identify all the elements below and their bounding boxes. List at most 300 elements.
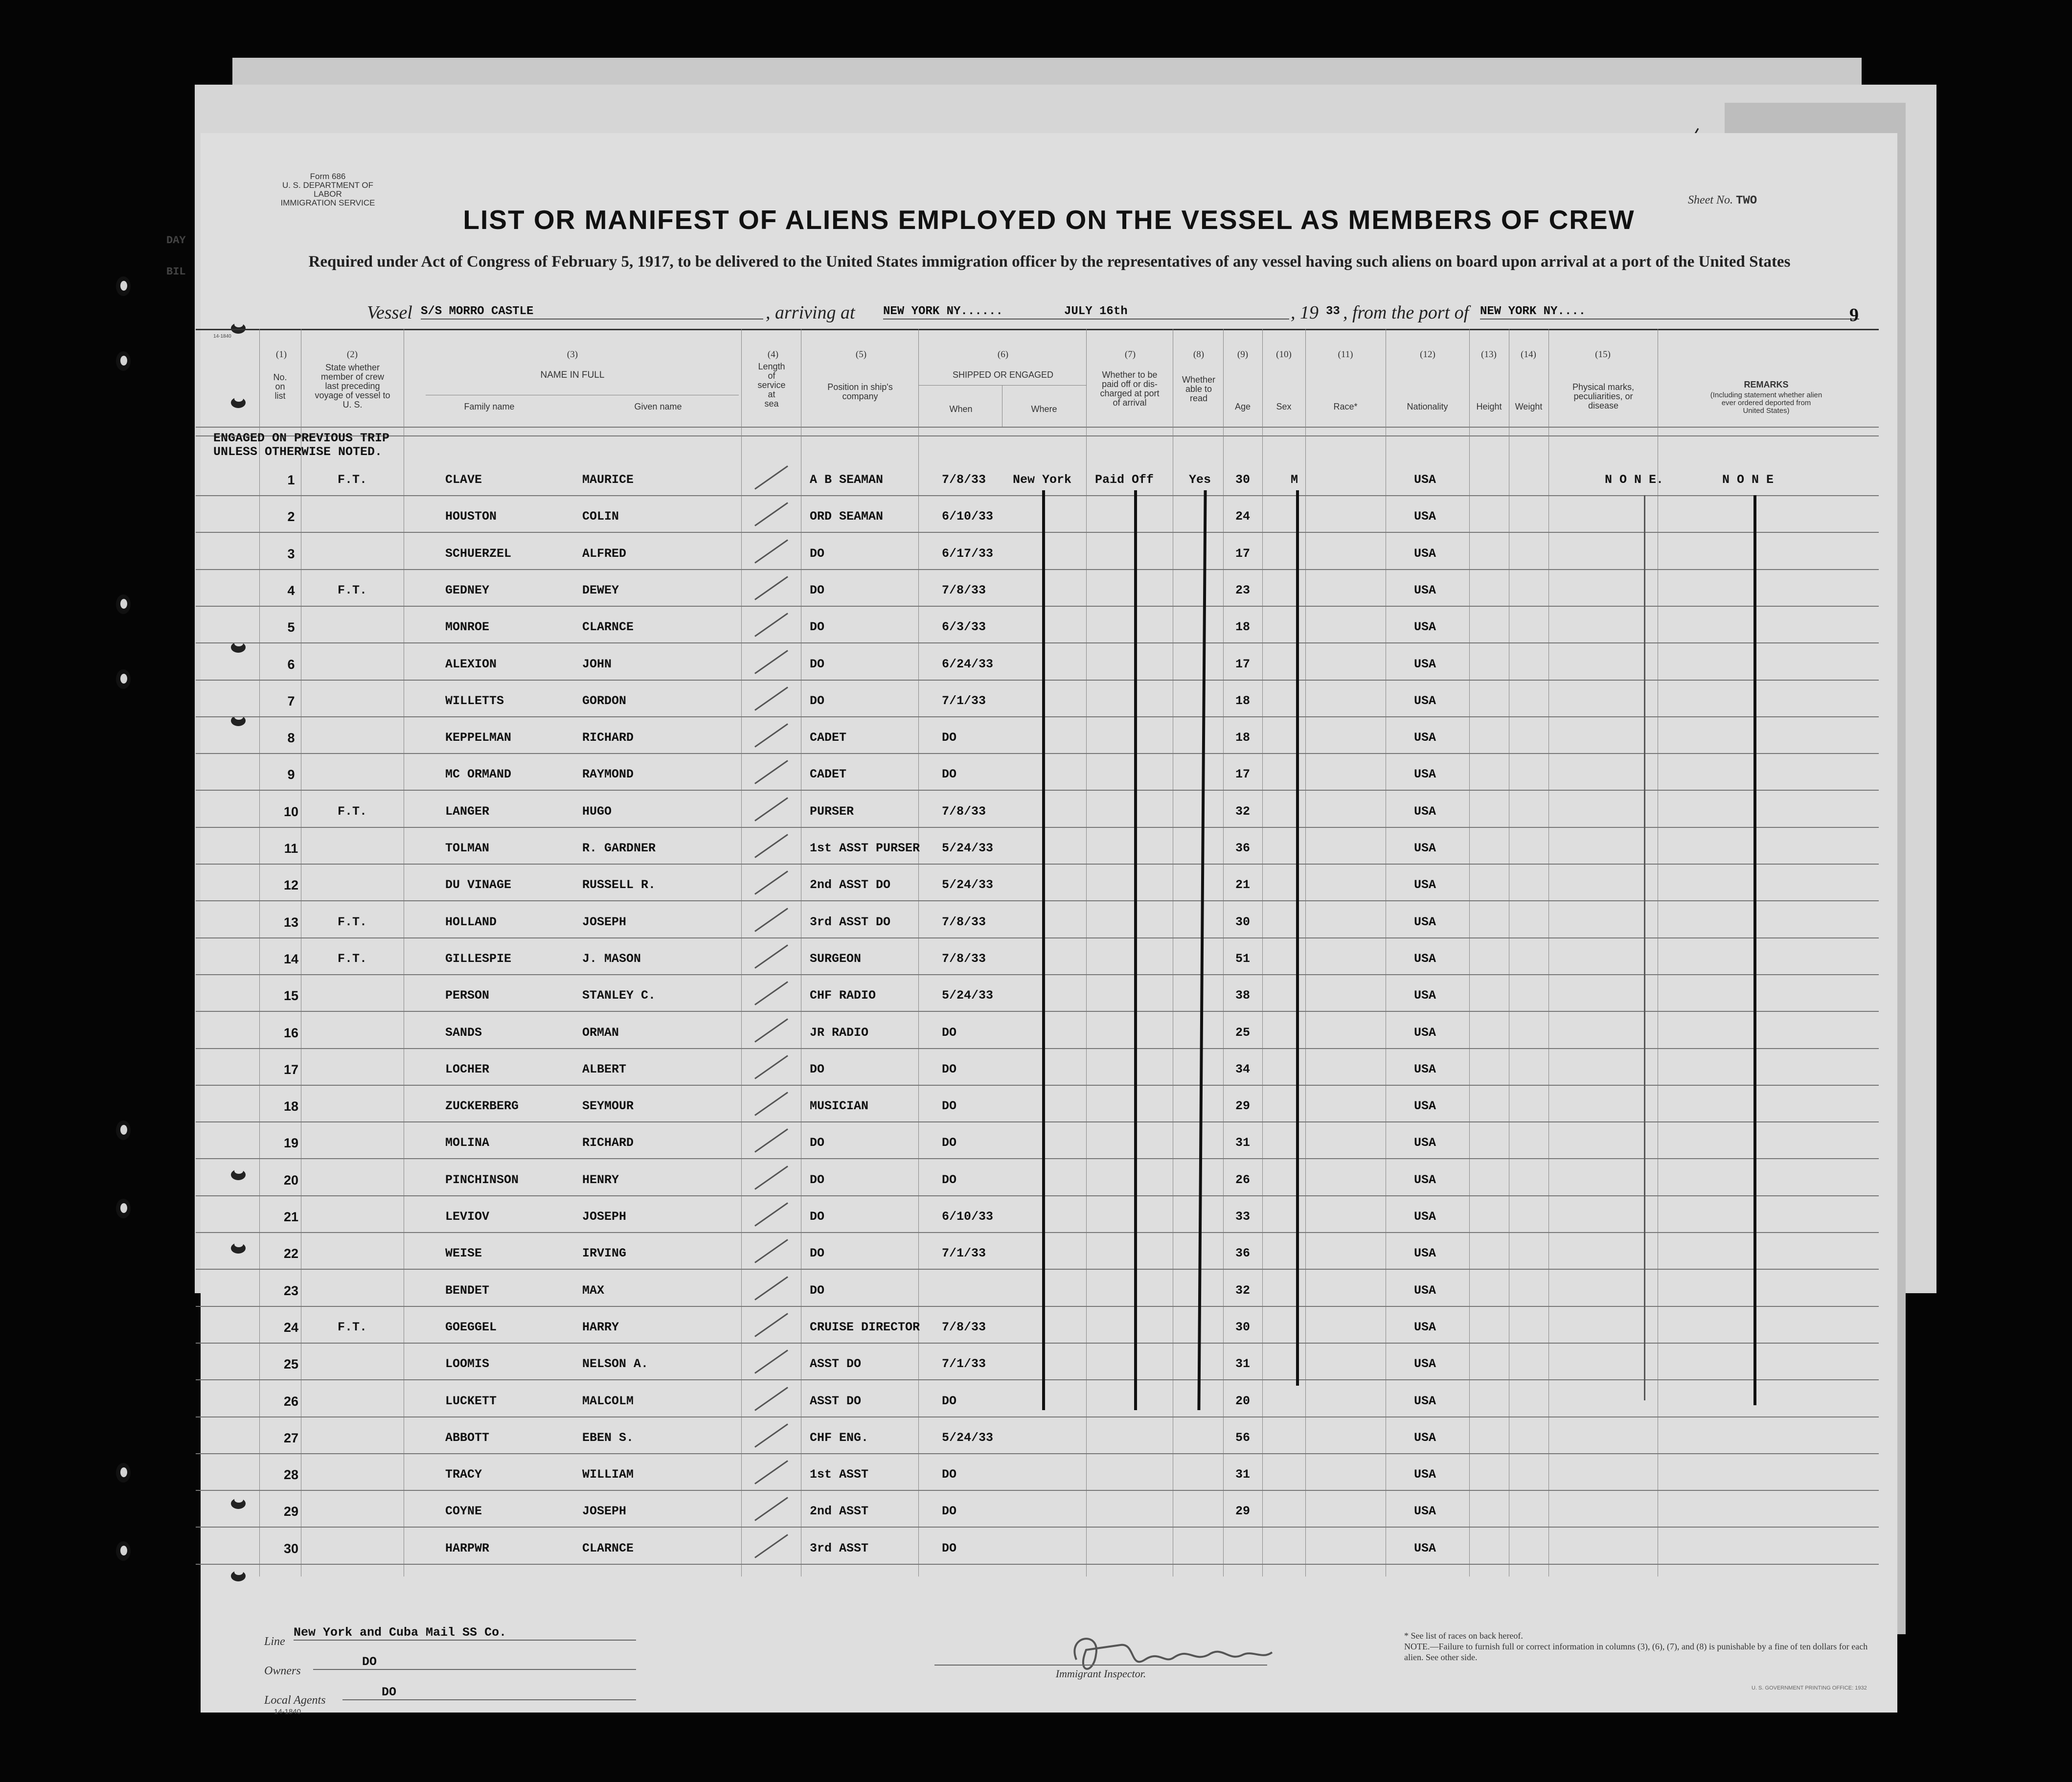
position: JR RADIO bbox=[810, 1025, 869, 1040]
length-of-service-mark bbox=[754, 1349, 788, 1373]
age: 18 bbox=[1235, 620, 1251, 635]
row-number: 9 bbox=[287, 767, 295, 782]
col-num-3: (3) bbox=[567, 349, 578, 360]
paid-off: Paid Off bbox=[1095, 473, 1154, 487]
family-name: MC ORMAND bbox=[445, 767, 512, 782]
age: 17 bbox=[1235, 767, 1251, 782]
length-of-service-mark bbox=[754, 1018, 788, 1042]
nationality: USA bbox=[1414, 951, 1436, 966]
engaged-when: DO bbox=[942, 1541, 957, 1555]
given-name: HENRY bbox=[582, 1172, 619, 1187]
age: 29 bbox=[1235, 1504, 1251, 1519]
given-name: WILLIAM bbox=[582, 1467, 634, 1482]
row-number: 30 bbox=[283, 1541, 299, 1556]
row-rule bbox=[196, 974, 1879, 975]
position: CADET bbox=[810, 731, 847, 745]
age: 17 bbox=[1235, 546, 1251, 561]
row-rule bbox=[196, 753, 1879, 754]
col-num-7: (7) bbox=[1124, 349, 1136, 360]
table-row bbox=[196, 1271, 1879, 1307]
length-of-service-mark bbox=[754, 1129, 788, 1153]
line-label: Line bbox=[264, 1635, 285, 1648]
position: DO bbox=[810, 1210, 825, 1224]
row-number: 10 bbox=[283, 804, 299, 819]
sheet-number-value: TWO bbox=[1735, 194, 1757, 207]
col-num-11: (11) bbox=[1338, 349, 1353, 360]
side-text bbox=[166, 225, 186, 288]
nationality: USA bbox=[1414, 657, 1436, 671]
family-name: LUCKETT bbox=[445, 1394, 497, 1408]
engaged-when: 6/24/33 bbox=[942, 657, 994, 671]
col-num-9: (9) bbox=[1237, 349, 1249, 360]
engaged-when: 5/24/33 bbox=[942, 1430, 994, 1445]
row-rule bbox=[196, 1048, 1879, 1049]
given-name: GORDON bbox=[582, 693, 627, 708]
remarks: N O N E bbox=[1722, 473, 1774, 487]
row-number: 8 bbox=[287, 731, 295, 746]
age: 38 bbox=[1235, 988, 1251, 1003]
family-name: PINCHINSON bbox=[445, 1172, 519, 1187]
age: 31 bbox=[1235, 1136, 1251, 1150]
engaged-when: 7/8/33 bbox=[942, 951, 986, 966]
row-rule bbox=[196, 569, 1879, 570]
row-rule bbox=[196, 1232, 1879, 1233]
row-rule bbox=[196, 1158, 1879, 1159]
binder-hole bbox=[116, 1120, 131, 1140]
age: 32 bbox=[1235, 1283, 1251, 1298]
row-number: 27 bbox=[283, 1430, 299, 1445]
vessel-line bbox=[367, 302, 1859, 322]
engaged-when: 7/1/33 bbox=[942, 693, 986, 708]
engaged-when: 5/24/33 bbox=[942, 988, 994, 1003]
length-of-service-mark bbox=[754, 797, 788, 821]
length-of-service-mark bbox=[754, 981, 788, 1005]
engaged-when: DO bbox=[942, 1099, 957, 1114]
engaged-when: 6/10/33 bbox=[942, 1210, 994, 1224]
engaged-when: 7/8/33 bbox=[942, 473, 986, 487]
family-name: COYNE bbox=[445, 1504, 482, 1519]
row-rule bbox=[196, 1379, 1879, 1380]
length-of-service-mark bbox=[754, 871, 788, 895]
table-row bbox=[196, 1013, 1879, 1050]
table-row bbox=[196, 1491, 1879, 1528]
row-number: 19 bbox=[283, 1136, 299, 1151]
age: 20 bbox=[1235, 1394, 1251, 1408]
length-of-service-mark bbox=[754, 1387, 788, 1411]
row-number: 22 bbox=[283, 1246, 299, 1261]
family-name: SCHUERZEL bbox=[445, 546, 512, 561]
row-number: 4 bbox=[287, 583, 295, 598]
given-name: JOSEPH bbox=[582, 1504, 627, 1519]
nationality: USA bbox=[1414, 693, 1436, 708]
family-name: TOLMAN bbox=[445, 841, 490, 855]
inspector-signature bbox=[1047, 1616, 1350, 1694]
position: ASST DO bbox=[810, 1394, 862, 1408]
col-head-sex: Sex bbox=[1276, 402, 1292, 411]
side-text-1: DAY bbox=[166, 234, 186, 247]
agents-value: DO bbox=[342, 1685, 636, 1700]
engaged-when: DO bbox=[942, 1467, 957, 1482]
length-of-service-mark bbox=[754, 1423, 788, 1447]
previous-voyage: F.T. bbox=[338, 914, 367, 929]
family-name: WEISE bbox=[445, 1246, 482, 1261]
family-name: GILLESPIE bbox=[445, 951, 512, 966]
given-name: JOSEPH bbox=[582, 1210, 627, 1224]
binder-hole bbox=[116, 669, 131, 689]
position: DO bbox=[810, 546, 825, 561]
row-rule bbox=[196, 1527, 1879, 1528]
given-name: R. GARDNER bbox=[582, 841, 656, 855]
row-rule bbox=[196, 1564, 1879, 1565]
binder-hole bbox=[116, 1199, 131, 1218]
engaged-when: 7/8/33 bbox=[942, 583, 986, 597]
row-rule bbox=[196, 1453, 1879, 1454]
row-number: 11 bbox=[284, 841, 298, 856]
col-num-10: (10) bbox=[1276, 349, 1292, 360]
age: 31 bbox=[1235, 1467, 1251, 1482]
length-of-service-mark bbox=[754, 613, 788, 637]
sheet-number-label: Sheet No. bbox=[1688, 194, 1733, 206]
row-rule bbox=[196, 1085, 1879, 1086]
family-name: HOUSTON bbox=[445, 509, 497, 524]
physical-marks: N O N E. bbox=[1605, 473, 1664, 487]
row-rule bbox=[196, 827, 1879, 828]
inspector-label: Immigrant Inspector. bbox=[934, 1665, 1267, 1680]
row-number: 7 bbox=[287, 693, 295, 708]
row-rule bbox=[196, 532, 1879, 533]
age: 18 bbox=[1235, 731, 1251, 745]
position: DO bbox=[810, 1136, 825, 1150]
table-row bbox=[196, 1160, 1879, 1197]
binder-hole bbox=[116, 1541, 131, 1561]
length-of-service-mark bbox=[754, 1239, 788, 1263]
engaged-when: 7/8/33 bbox=[942, 1320, 986, 1334]
given-name: ORMAN bbox=[582, 1025, 619, 1040]
age: 23 bbox=[1235, 583, 1251, 597]
side-text-2: BIL bbox=[166, 266, 186, 278]
page-title: LIST OR MANIFEST OF ALIENS EMPLOYED ON THE VESSEL AS MEMBERS OF CREW bbox=[463, 205, 1635, 235]
previous-voyage: F.T. bbox=[338, 804, 367, 819]
family-name: GEDNEY bbox=[445, 583, 490, 597]
family-name: MONROE bbox=[445, 620, 490, 635]
family-name: HARPWR bbox=[445, 1541, 490, 1555]
engaged-when: 5/24/33 bbox=[942, 841, 994, 855]
nationality: USA bbox=[1414, 1025, 1436, 1040]
given-name: RICHARD bbox=[582, 731, 634, 745]
engaged-when: 7/1/33 bbox=[942, 1246, 986, 1261]
row-rule bbox=[196, 900, 1879, 901]
given-name: MALCOLM bbox=[582, 1394, 634, 1408]
ditto-line-sex bbox=[1296, 490, 1299, 1386]
row-number: 13 bbox=[283, 914, 299, 930]
family-name: LOCHER bbox=[445, 1062, 490, 1076]
row-number: 16 bbox=[283, 1025, 299, 1040]
row-number: 3 bbox=[287, 546, 295, 561]
nationality: USA bbox=[1414, 1062, 1436, 1076]
engaged-where: New York bbox=[1013, 473, 1072, 487]
table-row bbox=[196, 497, 1879, 533]
family-name: PERSON bbox=[445, 988, 490, 1003]
col-head-family: Family name bbox=[464, 402, 515, 411]
engaged-when: 7/8/33 bbox=[942, 804, 986, 819]
arriving-port-value: NEW YORK NY...... bbox=[883, 305, 1003, 318]
vessel-name: S/S MORRO CASTLE bbox=[421, 302, 763, 320]
given-name: HUGO bbox=[582, 804, 612, 819]
engaged-when: DO bbox=[942, 1504, 957, 1519]
engaged-when: 5/24/33 bbox=[942, 878, 994, 892]
col-num-8: (8) bbox=[1193, 349, 1205, 360]
position: 3rd ASST bbox=[810, 1541, 869, 1555]
table-row bbox=[196, 865, 1879, 902]
given-name: COLIN bbox=[582, 509, 619, 524]
nationality: USA bbox=[1414, 1136, 1436, 1150]
note-penalty: NOTE.—Failure to furnish full or correct information in columns (3), (6), (7), and (8) is punishable by a fine of ten dollars for each alien. See other side. bbox=[1404, 1642, 1868, 1662]
given-name: SEYMOUR bbox=[582, 1099, 634, 1114]
age: 32 bbox=[1235, 804, 1251, 819]
engaged-when: DO bbox=[942, 1062, 957, 1076]
line-value: New York and Cuba Mail SS Co. bbox=[294, 1625, 636, 1641]
age: 56 bbox=[1235, 1430, 1251, 1445]
family-name: MOLINA bbox=[445, 1136, 490, 1150]
col-num-13: (13) bbox=[1481, 349, 1497, 360]
position: DO bbox=[810, 1062, 825, 1076]
row-number: 28 bbox=[283, 1467, 299, 1483]
col-head-where: Where bbox=[1031, 404, 1057, 414]
family-name: WILLETTS bbox=[445, 693, 504, 708]
age: 31 bbox=[1235, 1357, 1251, 1371]
previous-voyage: F.T. bbox=[338, 951, 367, 966]
nationality: USA bbox=[1414, 1357, 1436, 1371]
note-races: * See list of races on back hereof. bbox=[1404, 1631, 1523, 1641]
length-of-service-mark bbox=[754, 1165, 788, 1189]
table-row bbox=[196, 828, 1879, 865]
length-of-service-mark bbox=[754, 1534, 788, 1558]
row-number: 21 bbox=[283, 1210, 299, 1224]
length-of-service-mark bbox=[754, 650, 788, 674]
row-rule bbox=[196, 1011, 1879, 1012]
given-name: JOHN bbox=[582, 657, 612, 671]
length-of-service-mark bbox=[754, 1313, 788, 1337]
table-row bbox=[196, 976, 1879, 1012]
engaged-when: 6/10/33 bbox=[942, 509, 994, 524]
row-rule bbox=[196, 642, 1879, 643]
row-number: 2 bbox=[287, 509, 295, 525]
family-name: BENDET bbox=[445, 1283, 490, 1298]
row-number: 20 bbox=[283, 1172, 299, 1188]
engaged-when: DO bbox=[942, 1172, 957, 1187]
table-row bbox=[196, 1418, 1879, 1455]
col-head-given: Given name bbox=[634, 402, 682, 411]
row-rule bbox=[196, 1195, 1879, 1196]
position: DO bbox=[810, 1246, 825, 1261]
family-name: DU VINAGE bbox=[445, 878, 512, 892]
given-name: MAURICE bbox=[582, 473, 634, 487]
col-head-length: Length of service at sea bbox=[757, 362, 786, 409]
nationality: USA bbox=[1414, 1283, 1436, 1298]
nationality: USA bbox=[1414, 767, 1436, 782]
table-row bbox=[196, 718, 1879, 754]
row-rule bbox=[196, 1343, 1879, 1344]
engaged-when: DO bbox=[942, 1136, 957, 1150]
nationality: USA bbox=[1414, 1394, 1436, 1408]
family-name: ABBOTT bbox=[445, 1430, 490, 1445]
crew-table bbox=[196, 329, 1879, 1576]
binder-hole bbox=[116, 594, 131, 614]
given-name: ALBERT bbox=[582, 1062, 627, 1076]
family-name: LEVIOV bbox=[445, 1210, 490, 1224]
length-of-service-mark bbox=[754, 465, 788, 489]
given-name: ALFRED bbox=[582, 546, 627, 561]
length-of-service-mark bbox=[754, 760, 788, 784]
col-head-state: State whether member of crew last preceding voyage of vessel to U. S. bbox=[315, 363, 390, 410]
col-num-14: (14) bbox=[1521, 349, 1536, 360]
length-of-service-mark bbox=[754, 834, 788, 858]
age: 36 bbox=[1235, 1246, 1251, 1261]
family-name: TRACY bbox=[445, 1467, 482, 1482]
footer bbox=[264, 1616, 1879, 1716]
table-row bbox=[196, 1529, 1879, 1565]
nationality: USA bbox=[1414, 473, 1436, 487]
col-head-weight: Weight bbox=[1515, 402, 1543, 411]
nationality: USA bbox=[1414, 1210, 1436, 1224]
arriving-label: , arriving at bbox=[766, 302, 855, 323]
ditto-line-marks bbox=[1644, 495, 1645, 1400]
table-row bbox=[196, 902, 1879, 939]
engaged-when: 7/1/33 bbox=[942, 1357, 986, 1371]
col-num-15: (15) bbox=[1595, 349, 1611, 360]
given-name: JOSEPH bbox=[582, 914, 627, 929]
ditto-line-remarks bbox=[1753, 495, 1756, 1405]
given-name: RUSSELL R. bbox=[582, 878, 656, 892]
nationality: USA bbox=[1414, 1430, 1436, 1445]
year-label: , 19 bbox=[1291, 302, 1319, 323]
given-name: MAX bbox=[582, 1283, 605, 1298]
age: 21 bbox=[1235, 878, 1251, 892]
col-head-race: Race* bbox=[1333, 402, 1358, 411]
previous-trip-note bbox=[213, 432, 389, 459]
age: 34 bbox=[1235, 1062, 1251, 1076]
age: 29 bbox=[1235, 1099, 1251, 1114]
vessel-label: Vessel bbox=[367, 302, 412, 323]
col-head-nationality: Nationality bbox=[1407, 402, 1448, 411]
binder-hole bbox=[116, 276, 131, 296]
nationality: USA bbox=[1414, 1541, 1436, 1555]
col-num-4: (4) bbox=[767, 349, 779, 360]
age: 25 bbox=[1235, 1025, 1251, 1040]
row-rule bbox=[196, 1269, 1879, 1270]
table-row bbox=[196, 681, 1879, 718]
table-row bbox=[196, 939, 1879, 976]
engaged-when: 7/8/33 bbox=[942, 914, 986, 929]
binder-hole bbox=[116, 1463, 131, 1483]
row-rule bbox=[196, 1306, 1879, 1307]
table-row bbox=[196, 1234, 1879, 1270]
col-head-age: Age bbox=[1234, 402, 1251, 411]
position: 2nd ASST bbox=[810, 1504, 869, 1519]
length-of-service-mark bbox=[754, 576, 788, 600]
footer-notes bbox=[1404, 1630, 1874, 1663]
year-value: 33 bbox=[1326, 305, 1340, 318]
row-rule bbox=[196, 864, 1879, 865]
row-rule bbox=[196, 937, 1879, 938]
row-number: 5 bbox=[287, 620, 295, 635]
position: SURGEON bbox=[810, 951, 862, 966]
table-form-code: 14-1840 bbox=[213, 334, 231, 339]
nationality: USA bbox=[1414, 804, 1436, 819]
header-rule-2 bbox=[196, 435, 1879, 436]
form-number: Form 686 U. S. DEPARTMENT OF LABOR IMMIGRATION SERVICE bbox=[280, 172, 375, 207]
length-of-service-mark bbox=[754, 1497, 788, 1521]
position: DO bbox=[810, 1172, 825, 1187]
position: DO bbox=[810, 657, 825, 671]
table-row bbox=[196, 1307, 1879, 1344]
page-number: 9 bbox=[1849, 305, 1859, 325]
row-number: 29 bbox=[283, 1504, 299, 1519]
engaged-when: DO bbox=[942, 767, 957, 782]
position: ORD SEAMAN bbox=[810, 509, 884, 524]
row-rule bbox=[196, 790, 1879, 791]
given-name: HARRY bbox=[582, 1320, 619, 1334]
table-row bbox=[196, 460, 1879, 497]
col-head-position: Position in ship's company bbox=[827, 382, 893, 401]
position: DO bbox=[810, 620, 825, 635]
length-of-service-mark bbox=[754, 1092, 788, 1116]
family-name: KEPPELMAN bbox=[445, 731, 512, 745]
col-head-shipped: SHIPPED OR ENGAGED bbox=[952, 370, 1054, 380]
given-name: NELSON A. bbox=[582, 1357, 649, 1371]
given-name: CLARNCE bbox=[582, 620, 634, 635]
ditto-line-where bbox=[1042, 490, 1045, 1410]
nationality: USA bbox=[1414, 1504, 1436, 1519]
table-row bbox=[196, 754, 1879, 791]
age: 24 bbox=[1235, 509, 1251, 524]
previous-voyage: F.T. bbox=[338, 583, 367, 597]
table-row bbox=[196, 1086, 1879, 1123]
col-num-5: (5) bbox=[855, 349, 867, 360]
given-name: RAYMOND bbox=[582, 767, 634, 782]
position: CADET bbox=[810, 767, 847, 782]
length-of-service-mark bbox=[754, 503, 788, 526]
given-name: J. MASON bbox=[582, 951, 641, 966]
engaged-when: DO bbox=[942, 1394, 957, 1408]
given-name: IRVING bbox=[582, 1246, 627, 1261]
nationality: USA bbox=[1414, 731, 1436, 745]
position: CHF ENG. bbox=[810, 1430, 869, 1445]
position: 1st ASST bbox=[810, 1467, 869, 1482]
position: MUSICIAN bbox=[810, 1099, 869, 1114]
nationality: USA bbox=[1414, 546, 1436, 561]
position: DO bbox=[810, 583, 825, 597]
position: A B SEAMAN bbox=[810, 473, 884, 487]
position: DO bbox=[810, 693, 825, 708]
col-head-remarks-note: (Including statement whether alien ever ordered deported from United States) bbox=[1710, 391, 1822, 415]
length-of-service-mark bbox=[754, 1055, 788, 1079]
row-number: 23 bbox=[283, 1283, 299, 1298]
header-rule bbox=[196, 427, 1879, 428]
age: 30 bbox=[1235, 914, 1251, 929]
col-num-1: (1) bbox=[275, 349, 287, 360]
given-name: EBEN S. bbox=[582, 1430, 634, 1445]
engaged-when: DO bbox=[942, 1025, 957, 1040]
family-name: SANDS bbox=[445, 1025, 482, 1040]
table-row bbox=[196, 1381, 1879, 1418]
length-of-service-mark bbox=[754, 944, 788, 968]
previous-voyage: F.T. bbox=[338, 473, 367, 487]
family-name: HOLLAND bbox=[445, 914, 497, 929]
family-name: ZUCKERBERG bbox=[445, 1099, 519, 1114]
row-rule bbox=[196, 680, 1879, 681]
row-number: 18 bbox=[283, 1099, 299, 1114]
